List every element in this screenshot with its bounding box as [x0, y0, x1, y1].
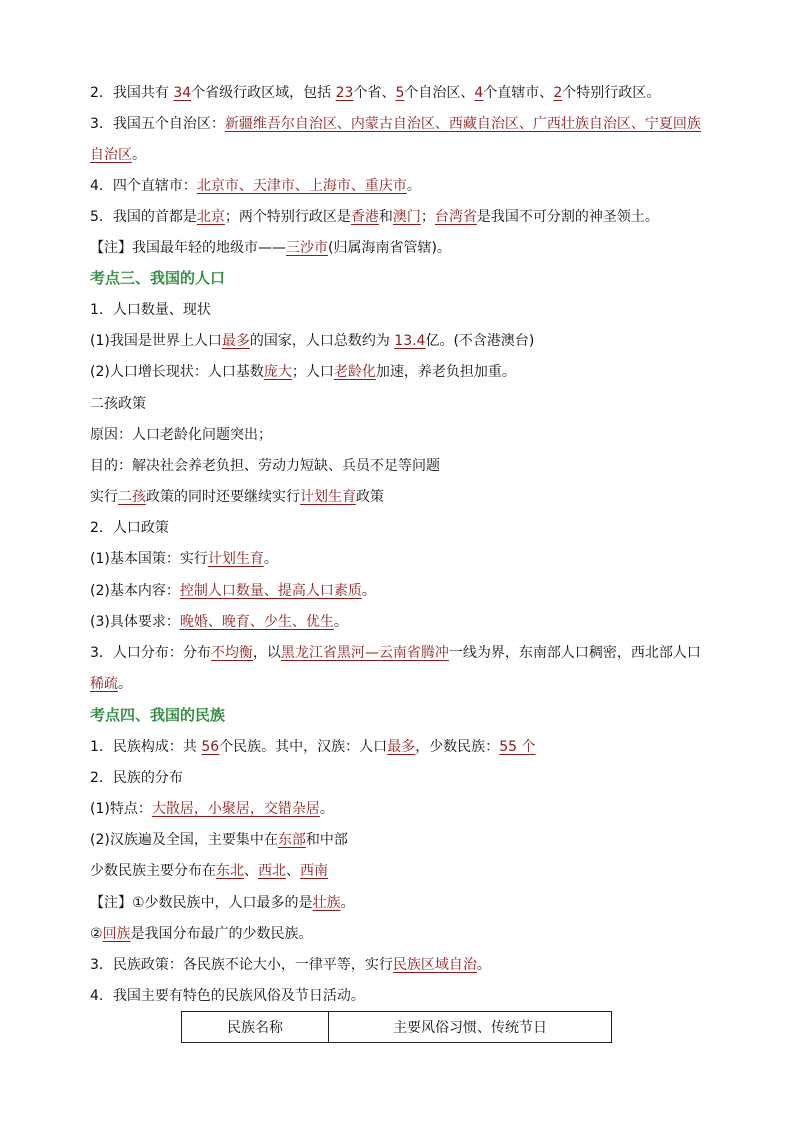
- text-line: [90, 517, 706, 539]
- text-line: [90, 393, 706, 415]
- line-text: 【注】①少数民族中，人口最多的是: [90, 895, 313, 911]
- section-heading: [90, 267, 706, 289]
- answer-text: 北京: [196, 209, 225, 225]
- answer-text: 庞大: [263, 364, 292, 380]
- line-text: 。: [340, 895, 355, 911]
- line-text: 。: [361, 583, 376, 599]
- answer-text: 大散居，小聚居，交错杂居: [151, 801, 320, 817]
- line-text: 是我国不可分割的神圣领土。: [476, 209, 659, 225]
- answer-text: 北京市、天津市、上海市、重庆市: [196, 178, 407, 194]
- answer-text: 计划生育: [300, 489, 356, 505]
- text-line: [90, 486, 706, 508]
- answer-text: 2: [553, 85, 563, 101]
- line-text: 。: [476, 957, 491, 973]
- line-text: 。: [333, 614, 348, 630]
- line-text: 少数民族主要分布在: [90, 863, 216, 879]
- text-line: [90, 361, 706, 383]
- answer-text: 东部: [277, 832, 306, 848]
- line-text: 和中部: [305, 832, 348, 848]
- answer-text: 控制人口数量、提高人口素质: [179, 583, 362, 599]
- line-text: 是我国分布最广的少数民族。: [130, 926, 313, 942]
- line-text: 4．我国主要有特色的民族风俗及节日活动。: [90, 988, 365, 1004]
- line-text: 、: [244, 863, 258, 879]
- answer-text: 澳门: [392, 209, 421, 225]
- line-text: (1)我国是世界上人口: [90, 333, 222, 349]
- line-text: 政策: [356, 489, 384, 505]
- line-text: 个直辖市、: [483, 85, 554, 101]
- line-text: 。: [263, 551, 278, 567]
- section-heading: [90, 704, 706, 726]
- line-text: 3．民族政策：各民族不论大小，一律平等，实行: [90, 957, 393, 973]
- answer-text: 回族: [102, 926, 131, 942]
- answer-text: 三沙市: [286, 240, 328, 256]
- answer-text: 13.4: [394, 333, 426, 349]
- text-line: [90, 860, 706, 882]
- line-text: (1)基本国策：实行: [90, 551, 208, 567]
- text-line: [90, 330, 706, 352]
- text-line: [90, 580, 706, 602]
- text-line: [90, 642, 706, 664]
- text-line: [90, 892, 706, 914]
- text-line: [90, 455, 706, 477]
- table-header-customs-festivals: 主要风俗习惯、传统节日: [329, 1012, 612, 1043]
- line-text: 2．人口政策: [90, 520, 169, 536]
- answer-text: 计划生育: [207, 551, 264, 567]
- answer-text: 东北: [216, 863, 244, 879]
- answer-text: 壮族: [312, 895, 341, 911]
- line-text: (3)具体要求：: [90, 614, 180, 630]
- line-text: ②: [90, 926, 103, 942]
- line-text: 5．我国的首都是: [90, 209, 197, 225]
- line-text: 个省、: [353, 85, 396, 101]
- line-text: ；人口: [291, 364, 334, 380]
- line-text: 1．人口数量、现状: [90, 302, 211, 318]
- line-text: 个省级行政区域，包括: [191, 85, 336, 101]
- line-text: (2)基本内容：: [90, 583, 180, 599]
- line-text: 的国家，人口总数约为: [249, 333, 395, 349]
- text-line: [90, 82, 706, 104]
- text-line: [90, 237, 706, 259]
- text-line: [90, 767, 706, 789]
- answer-text: 香港: [350, 209, 379, 225]
- text-line: [90, 611, 706, 633]
- text-line: [90, 113, 706, 135]
- text-line: [90, 798, 706, 820]
- line-text: ；两个特别行政区是: [224, 209, 351, 225]
- line-text: 2．民族的分布: [90, 770, 183, 786]
- text-line: [90, 144, 706, 166]
- line-text: (2)汉族遍及全国，主要集中在: [90, 832, 278, 848]
- line-text: 和: [378, 209, 393, 225]
- answer-text: 4: [474, 85, 484, 101]
- line-text: 。: [132, 147, 146, 163]
- answer-text: 老龄化: [333, 364, 376, 380]
- text-line: [90, 424, 706, 446]
- line-text: 1．民族构成：共: [90, 739, 202, 755]
- line-text: ，少数民族：: [415, 739, 500, 755]
- line-text: 2．我国共有: [90, 85, 174, 101]
- text-line: [90, 175, 706, 197]
- line-text: 考点四、我国的民族: [90, 706, 226, 724]
- line-text: 。: [118, 676, 132, 692]
- line-text: ，以: [252, 645, 281, 661]
- answer-text: 34: [173, 85, 192, 101]
- answer-text: 自治区: [90, 147, 132, 163]
- answer-text: 56: [201, 739, 220, 755]
- answer-text: 新疆维吾尔自治区、内蒙古自治区、西藏自治区、广西壮族自治区、宁夏回族: [224, 116, 701, 132]
- text-line: [90, 206, 706, 228]
- line-text: 实行: [90, 489, 118, 505]
- line-text: 个民族。其中，汉族：人口: [219, 739, 388, 755]
- line-text: 一线为界，东南部人口稠密，西北部人口: [448, 645, 701, 661]
- line-text: 亿。(不含港澳台): [425, 333, 535, 349]
- answer-text: 二孩: [118, 489, 146, 505]
- answer-text: 23: [335, 85, 354, 101]
- text-line: [90, 673, 706, 695]
- line-text: (2)人口增长现状：人口基数: [90, 364, 264, 380]
- text-line: [90, 954, 706, 976]
- answer-text: 晚婚、晚育、少生、优生: [179, 614, 334, 630]
- ethnic-customs-table: [181, 1011, 612, 1043]
- line-text: 加速，养老负担加重。: [375, 364, 516, 380]
- text-line: [90, 299, 706, 321]
- answer-text: 最多: [387, 739, 416, 755]
- line-text: 个特别行政区。: [562, 85, 661, 101]
- line-text: 考点三、我国的人口: [90, 269, 226, 287]
- line-text: 原因：人口老龄化问题突出；: [90, 427, 272, 443]
- line-text: 3．人口分布：分布: [90, 645, 211, 661]
- line-text: 政策的同时还要继续实行: [146, 489, 300, 505]
- text-line: [90, 548, 706, 570]
- answer-text: 最多: [221, 333, 250, 349]
- answer-text: 黑龙江省黑河—云南省腾冲: [280, 645, 449, 661]
- table-header-ethnic-name: 民族名称: [182, 1012, 329, 1043]
- table-header-row: [182, 1012, 612, 1043]
- line-text: 目的：解决社会养老负担、劳动力短缺、兵员不足等问题: [90, 458, 440, 474]
- line-text: ；: [420, 209, 435, 225]
- text-line: [90, 923, 706, 945]
- line-text: 3．我国五个自治区：: [90, 116, 225, 132]
- line-text: 二孩政策: [90, 396, 146, 412]
- line-text: 。: [406, 178, 421, 194]
- line-text: 个自治区、: [404, 85, 475, 101]
- text-line: [90, 829, 706, 851]
- line-text: (1)特点：: [90, 801, 152, 817]
- answer-text: 民族区域自治: [392, 957, 477, 973]
- line-text: 4．四个直辖市：: [90, 178, 197, 194]
- line-text: 、: [286, 863, 300, 879]
- answer-text: 台湾省: [434, 209, 477, 225]
- line-text: 。: [319, 801, 334, 817]
- line-text: (归属海南省管辖)。: [328, 240, 451, 256]
- text-line: [90, 736, 706, 758]
- answer-text: 西北: [258, 863, 286, 879]
- answer-text: 55 个: [499, 739, 536, 755]
- answer-text: 5: [395, 85, 405, 101]
- answer-text: 西南: [300, 863, 328, 879]
- line-text: 【注】我国最年轻的地级市——: [90, 240, 286, 256]
- text-line: [90, 985, 706, 1007]
- answer-text: 不均衡: [210, 645, 253, 661]
- answer-text: 稀疏: [90, 676, 118, 692]
